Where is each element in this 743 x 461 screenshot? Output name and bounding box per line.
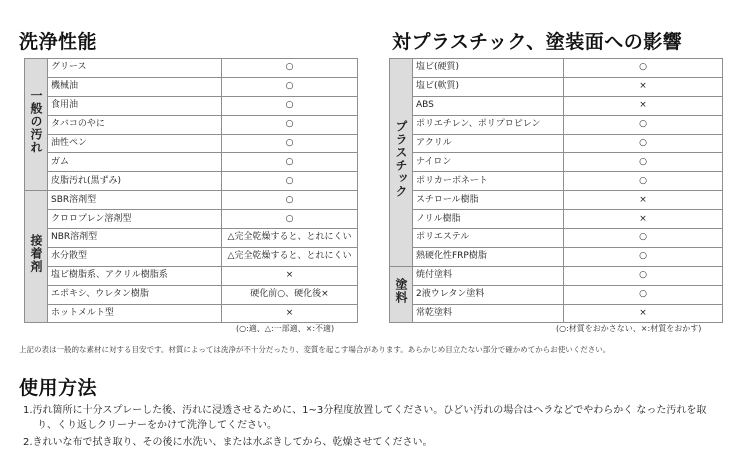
category-label: 一般の汚れ: [29, 88, 43, 154]
table-row: [25, 304, 358, 323]
usage-title: 使用方法: [19, 377, 98, 399]
category-label: プラスチック: [394, 119, 408, 198]
usage-steps: [23, 403, 723, 452]
table-row: [390, 96, 723, 115]
rating-value: ×: [222, 304, 358, 323]
table-row: [390, 77, 723, 96]
rating-value: ○: [564, 266, 723, 285]
material-name: 焼付塗料: [413, 266, 564, 285]
rating-value: ○: [564, 153, 723, 172]
category-label: 塗料: [394, 278, 408, 305]
rating-value: ○: [564, 115, 723, 134]
table-row: [25, 285, 358, 304]
material-name: エポキシ、ウレタン樹脂: [48, 285, 222, 304]
table-row: [390, 153, 723, 172]
material-name: 油性ペン: [48, 134, 222, 153]
table-row: [25, 59, 358, 78]
cleaning-title: 洗浄性能: [19, 31, 98, 53]
usage-step: 1.汚れ箇所に十分スプレーした後、汚れに浸透させるために、1~3分程度放置してください。ひどい汚れの場合はヘラなどでやわらかく なった汚れを取り、くり返しクリーナーをかけて洗浄してください。: [23, 405, 707, 431]
material-name: 塩ビ(軟質): [413, 77, 564, 96]
material-name: ポリカーボネート: [413, 172, 564, 191]
rating-value: ×: [564, 77, 723, 96]
rating-value: ○: [222, 153, 358, 172]
table-row: [390, 266, 723, 285]
table-row: [25, 77, 358, 96]
plastic-legend: (○:材質をおかさない、×:材質をおかす): [556, 324, 702, 333]
table-row: [25, 153, 358, 172]
rating-value: ×: [564, 210, 723, 229]
rating-value: ○: [222, 59, 358, 78]
material-name: 機械油: [48, 77, 222, 96]
table-row: [25, 96, 358, 115]
rating-value: ×: [564, 191, 723, 210]
rating-value: ○: [222, 96, 358, 115]
table-row: [25, 191, 358, 210]
table-row: [25, 247, 358, 266]
table-row: [390, 191, 723, 210]
material-name: ポリエチレン、ポリプロピレン: [413, 115, 564, 134]
rating-value: ○: [222, 115, 358, 134]
rating-value: ×: [222, 266, 358, 285]
table-row: [390, 210, 723, 229]
table-row: [390, 172, 723, 191]
table-row: [25, 134, 358, 153]
table-row: [25, 266, 358, 285]
table-row: [390, 285, 723, 304]
material-name: 塩ビ樹脂系、アクリル樹脂系: [48, 266, 222, 285]
rating-value: ○: [222, 172, 358, 191]
material-name: アクリル: [413, 134, 564, 153]
rating-value: ○: [222, 210, 358, 229]
usage-step: 2.きれいな布で拭き取り、その後に水洗い、または水ぶきしてから、乾燥させてください。: [23, 437, 433, 448]
material-name: NBR溶剤型: [48, 229, 222, 248]
disclaimer-note: 上記の表は一般的な素材に対する目安です。材質によっては洗浄が不十分だったり、変質を起こす場合があります。あらかじめ目立たない部分で確かめてからお使いください。: [19, 345, 611, 354]
table-row: [390, 115, 723, 134]
table-row: [390, 304, 723, 323]
material-name: ポリエステル: [413, 229, 564, 248]
plastic-title: 対プラスチック、塗装面への影響: [392, 31, 683, 53]
material-name: スチロール樹脂: [413, 191, 564, 210]
rating-value: 硬化前○、硬化後×: [222, 285, 358, 304]
material-name: ノリル樹脂: [413, 210, 564, 229]
category-cell: [390, 266, 413, 323]
material-name: 2液ウレタン塗料: [413, 285, 564, 304]
material-name: 皮脂汚れ(黒ずみ): [48, 172, 222, 191]
rating-value: ○: [564, 172, 723, 191]
table-row: [390, 229, 723, 248]
category-cell: [25, 59, 48, 191]
rating-value: ×: [564, 96, 723, 115]
plastic-effect-table: [389, 58, 723, 323]
table-row: [25, 229, 358, 248]
cleaning-legend: (○:適、△:一部適、×:不適): [236, 324, 335, 333]
material-name: 熱硬化性FRP樹脂: [413, 247, 564, 266]
table-row: [390, 247, 723, 266]
cleaning-performance-table: [24, 58, 358, 323]
table-row: [25, 172, 358, 191]
category-cell: [390, 59, 413, 267]
rating-value: ○: [222, 191, 358, 210]
material-name: 水分散型: [48, 247, 222, 266]
rating-value: ○: [564, 285, 723, 304]
table-row: [390, 59, 723, 78]
material-name: 食用油: [48, 96, 222, 115]
rating-value: ×: [564, 304, 723, 323]
table-row: [390, 134, 723, 153]
material-name: 常乾塗料: [413, 304, 564, 323]
material-name: ナイロン: [413, 153, 564, 172]
material-name: ABS: [413, 96, 564, 115]
table-row: [25, 210, 358, 229]
material-name: SBR溶剤型: [48, 191, 222, 210]
category-cell: [25, 191, 48, 323]
rating-value: ○: [564, 229, 723, 248]
table-row: [25, 115, 358, 134]
material-name: 塩ビ(硬質): [413, 59, 564, 78]
material-name: ガム: [48, 153, 222, 172]
rating-value: ○: [564, 247, 723, 266]
rating-value: ○: [222, 134, 358, 153]
material-name: ホットメルト型: [48, 304, 222, 323]
rating-value: ○: [564, 134, 723, 153]
category-label: 接着剤: [29, 233, 43, 273]
material-name: グリース: [48, 59, 222, 78]
rating-value: ○: [564, 59, 723, 78]
rating-value: △完全乾燥すると、とれにくい: [222, 229, 358, 248]
rating-value: ○: [222, 77, 358, 96]
material-name: タバコのやに: [48, 115, 222, 134]
material-name: クロロプレン溶剤型: [48, 210, 222, 229]
rating-value: △完全乾燥すると、とれにくい: [222, 247, 358, 266]
